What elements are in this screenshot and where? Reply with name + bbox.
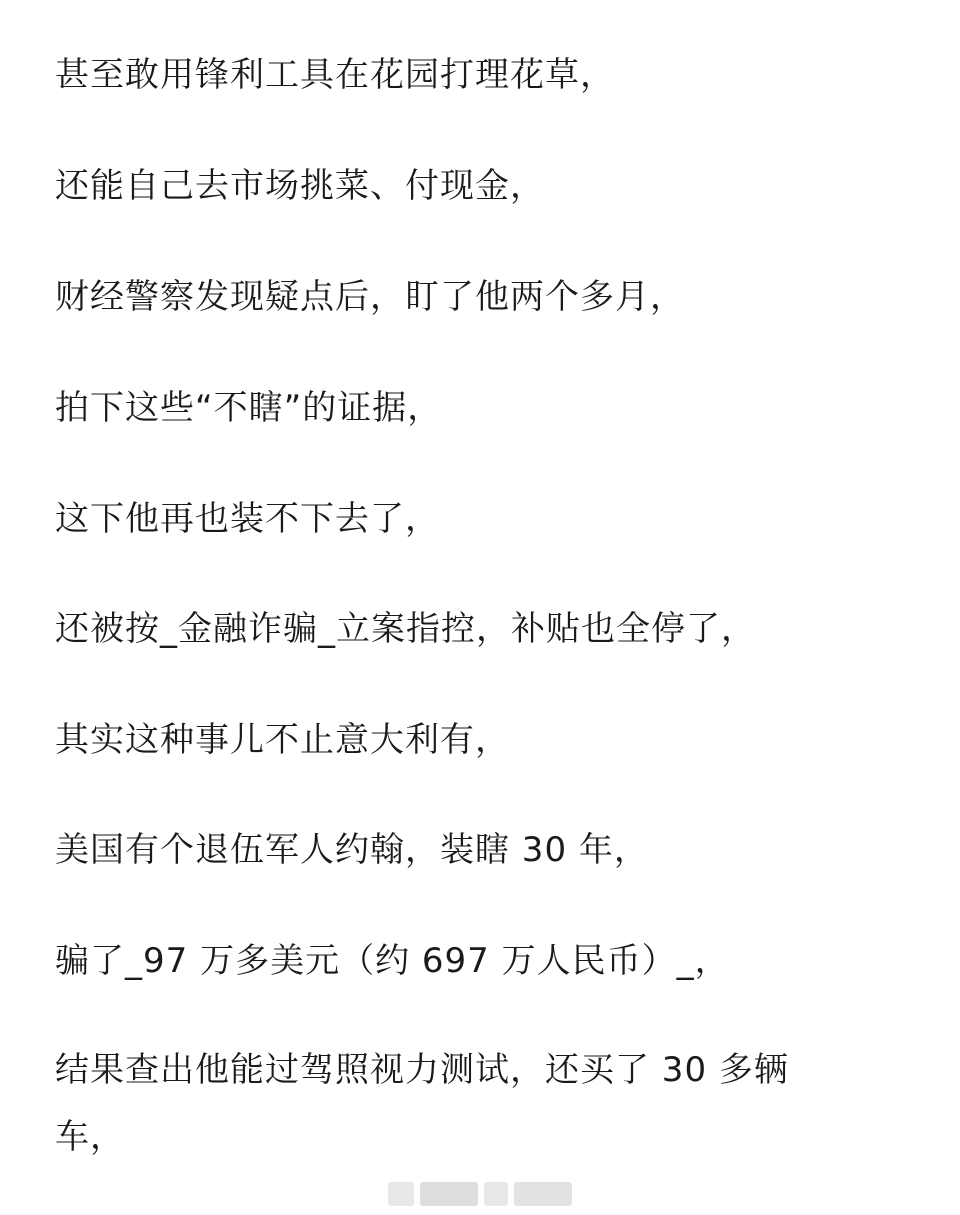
watermark-mark bbox=[420, 1182, 478, 1206]
paragraph-line-9: 骗了_97 万多美元（约 697 万人民币）_， bbox=[55, 941, 730, 981]
watermark-mark bbox=[484, 1182, 508, 1206]
paragraph-line-7: 其实这种事儿不止意大利有， bbox=[55, 720, 510, 760]
paragraph-line-3: 财经警察发现疑点后，盯了他两个多月， bbox=[55, 277, 685, 317]
paragraph-line-2: 还能自己去市场挑菜、付现金， bbox=[55, 166, 545, 206]
watermark-mark bbox=[514, 1182, 572, 1206]
watermark-mark bbox=[388, 1182, 414, 1206]
paragraph-line-5: 这下他再也装不下去了， bbox=[55, 499, 440, 539]
paragraph-line-8: 美国有个退伍军人约翰，装瞎 30 年， bbox=[55, 830, 649, 870]
watermark bbox=[388, 1182, 572, 1206]
paragraph-line-6: 还被按_金融诈骗_立案指控，补贴也全停了， bbox=[55, 609, 756, 649]
paragraph-line-4: 拍下这些“不瞎”的证据， bbox=[55, 388, 443, 428]
paragraph-line-10: 结果查出他能过驾照视力测试，还买了 30 多辆 bbox=[55, 1050, 789, 1090]
paragraph-line-11: 车， bbox=[55, 1117, 125, 1157]
paragraph-line-1: 甚至敢用锋利工具在花园打理花草， bbox=[55, 55, 615, 95]
